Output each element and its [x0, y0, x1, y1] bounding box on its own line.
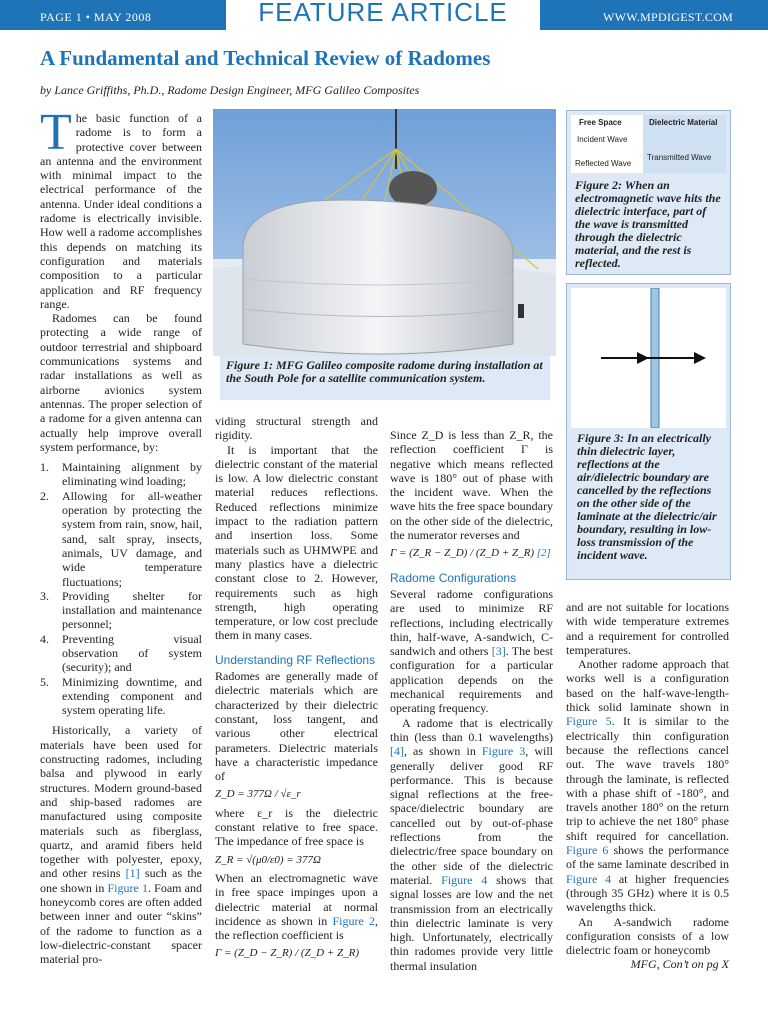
figure-2-diagram	[571, 115, 726, 173]
list-item: 2. Allowing for all-weather operation by protecting the system from rain, snow, hail, sand, salt spray, insects, animals, UV damage, and wide temperature fluctuations;	[40, 488, 202, 589]
paragraph: It is important that the dielectric constant of the material is low. A low dielectric constant material reduces reflections. Reduced reflections minimize impact to the radiation pattern and insertion loss. Some materials such as UHMWPE and many plastics have a dielectric constant close to 2. However, requirements such as high strength, high operating temperature, or low cost preclude them in many cases.	[215, 442, 378, 643]
paragraph: Several radome configurations are used to minimize RF reflections, including electrically thin, half-wave, A-sandwich, C-sandwich and others [3]. The best configuration for a particular application depends on the mechanical requirements and operating frequency.	[390, 586, 553, 716]
radome-photo	[213, 109, 556, 356]
figure-3-diagram	[571, 288, 726, 428]
reference-link[interactable]: [4]	[390, 744, 404, 759]
equation-zr: Z_R = √(μ0/ε0) = 377Ω	[215, 853, 321, 866]
figure-link[interactable]: Figure 4	[566, 871, 612, 886]
list-item: 5. Minimizing downtime, and extending component and system operating life.	[40, 674, 202, 718]
benefits-list	[40, 460, 202, 717]
page-number: PAGE 1 • MAY 2008	[40, 10, 152, 24]
header-bar	[0, 0, 768, 30]
column-2	[215, 414, 378, 965]
figure-link[interactable]: Figure 4	[441, 872, 488, 887]
paragraph: Historically, a variety of materials have been used for constructing radomes, including balsa and plywood in early structures. Modern ground-based and ship-based radomes are manufactured using composite materials such as fiberglass, quartz, and aramid fibers held together with polyester, epoxy, and other resins [1] such as the one shown in Figure 1. Foam and honeycomb cores are often added between inner and outer “skins” of the radome to function as a low-dielectric-constant spacer material pro-	[40, 723, 203, 967]
figure-link[interactable]: Figure 5	[566, 714, 612, 729]
equation-gamma: Γ = (Z_D − Z_R) / (Z_D + Z_R)	[215, 947, 360, 960]
section-banner: FEATURE ARTICLE	[258, 0, 508, 27]
figure-2	[566, 110, 731, 275]
figure-link[interactable]: Figure 6	[566, 843, 609, 858]
equation-gamma-2: Γ = (Z_R − Z_D) / (Z_D + Z_R) [2]	[390, 547, 551, 560]
paragraph: Radomes can be found protecting a wide range of outdoor terrestrial and shipboard communications systems and radar installations as well as airborne avionics system antennas. The proper selection of a radome for a given antenna can actually help improve overall system performance, by:	[40, 311, 202, 454]
paragraph: where ε_r is the dielectric constant relative to free space. The impedance of free space is	[215, 805, 378, 849]
paragraph: When an electromagnetic wave in free space impinges upon a dielectric material at normal incidence as shown in Figure 2, the reflection coefficient is	[215, 870, 378, 943]
intro-text: he basic function of a radome is to form a protective cover between an antenna and the environment with minimal impact to the electrical performance of the antenna. Under ideal conditions a radome is electrically invisible. How well a radome accomplishes this depends on matching its configuration and materials composition to a particular application and RF frequency range.	[40, 111, 202, 311]
figure-link[interactable]: Figure 3	[481, 744, 526, 759]
figure-1-caption: Figure 1: MFG Galileo composite radome during installation at the South Pole for a satellite communication system.	[226, 358, 543, 385]
section-heading: Understanding RF Reflections	[215, 652, 376, 667]
paragraph: and are not suitable for locations with wide temperature extremes and a requirement for controlled temperatures.	[566, 600, 729, 657]
free-space-label: Free Space	[579, 118, 622, 127]
paragraph: Another radome approach that works well is a configuration based on the half-wave-length-thick solid laminate shown in Figure 5. It is similar to the electrically thin configuration because the reflections cancel out. The wave travels 180° through the laminate, is reflected with a phase shift of -180°, and travels another 180° on the return trip to achieve the net 180° phase shift required for cancellation. Figure 6 shows the performance of the same laminate described in Figure 4 at higher frequencies (through 35 GHz) where it is 0.5 wavelengths thick.	[566, 657, 729, 915]
paragraph: Since Z_D is less than Z_R, the reflection coefficient Γ is negative which means reflected wave is 180° out of phase with the incident wave. When the wave hits the free space boundary on the other side of the dielectric, the numerator reverses and	[390, 428, 553, 543]
incident-wave-label: Incident Wave	[577, 135, 628, 144]
figure-3	[566, 283, 731, 580]
figure-3-caption: Figure 3: In an electrically thin dielectric layer, reflections at the air/dielectric boundary are cancelled by the reflections on the other side of the laminate at the dielectric/air boundary, resulting in low-loss transmission of the incident wave.	[577, 431, 717, 562]
column-4	[566, 600, 729, 972]
column-3	[390, 428, 553, 973]
byline: by Lance Griffiths, Ph.D., Radome Design Engineer, MFG Galileo Composites	[40, 83, 420, 97]
drop-cap: T	[40, 104, 72, 161]
reference-link[interactable]: [1]	[125, 866, 140, 881]
dielectric-label: Dielectric Material	[649, 118, 718, 127]
equation-ref: [2]	[536, 547, 551, 560]
thin-layer-diagram	[571, 288, 726, 428]
column-1	[40, 104, 203, 967]
paragraph: A radome that is electrically thin (less than 0.1 wavelengths) [4], as shown in Figure 3, will generally deliver good RF performance. This is because signal reflections at the free-space/dielectric boundary are cancelled out by out-of-phase reflections from the dielectric/free space boundary on the other side of the dielectric material. Figure 4 shows that signal losses are low and the net transmission from an electrically thin dielectric laminate is very high. Unfortunately, electrically thin radomes provide very little thermal insulation	[390, 715, 553, 973]
figure-2-caption: Figure 2: When an electromagnetic wave hits the dielectric interface, part of the wave is transmitted through the dielectric material, and the rest is reflected.	[575, 178, 721, 270]
article-title: A Fundamental and Technical Review of Radomes	[40, 46, 491, 70]
figure-link[interactable]: Figure 2	[332, 913, 375, 928]
radome-photo-image	[213, 109, 556, 356]
equation-zd: Z_D = 377Ω / √ε_r	[215, 788, 301, 801]
transmitted-wave-label: Transmitted Wave	[647, 153, 712, 162]
paragraph: An A-sandwich radome configuration consists of a low dielectric foam or honeycomb	[566, 914, 729, 958]
figure-1-caption-box	[220, 356, 550, 400]
figure-link[interactable]: Figure 1	[107, 880, 148, 895]
reference-link[interactable]: [3]	[491, 644, 506, 659]
paragraph: viding structural strength and rigidity.	[215, 414, 378, 443]
intro-paragraph	[40, 104, 202, 311]
continuation-note: MFG, Con’t on pg X	[630, 957, 729, 972]
list-item: 4. Preventing visual observation of system (security); and	[40, 631, 202, 675]
list-item: 1. Maintaining alignment by eliminating wind loading;	[40, 460, 202, 489]
section-heading: Radome Configurations	[390, 570, 517, 585]
reflected-wave-label: Reflected Wave	[575, 159, 632, 168]
list-item: 3. Providing shelter for installation and maintenance personnel;	[40, 588, 202, 632]
paragraph: Radomes are generally made of dielectric materials which are characterized by their dielectric constant, loss tangent, and various other electrical parameters. Dielectric materials have a characteristic impedance of	[215, 669, 378, 784]
site-url[interactable]: WWW.MPDIGEST.COM	[603, 10, 734, 24]
